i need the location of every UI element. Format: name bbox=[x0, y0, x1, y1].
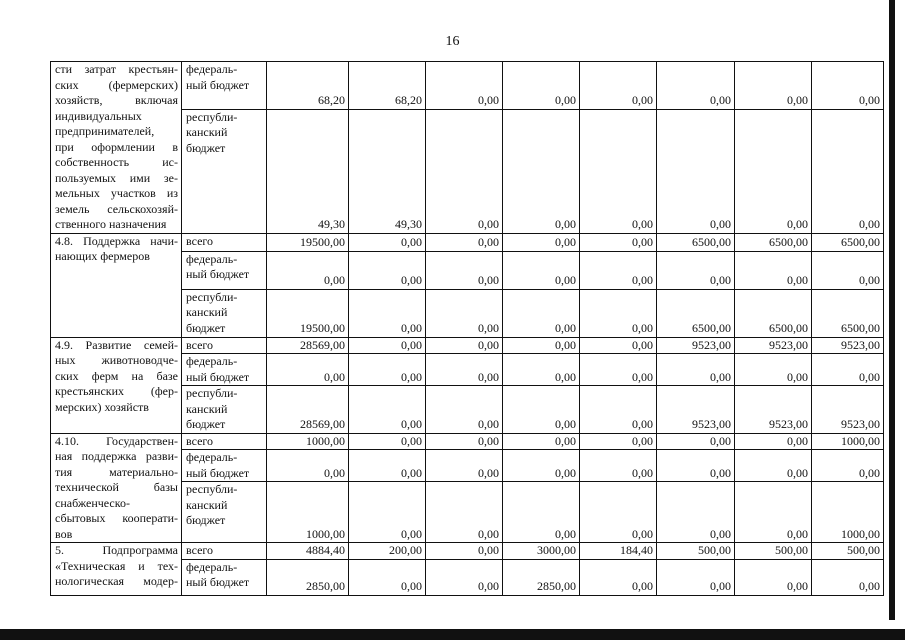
amount-cell: 0,00 bbox=[426, 386, 503, 434]
amount-cell: 28569,00 bbox=[267, 386, 349, 434]
amount-cell: 0,00 bbox=[812, 559, 884, 595]
amount-cell: 1000,00 bbox=[812, 433, 884, 450]
amount-cell: 6500,00 bbox=[657, 289, 735, 337]
amount-cell: 6500,00 bbox=[657, 233, 735, 251]
program-name-line: при оформлении в bbox=[55, 139, 178, 154]
amount-cell: 0,00 bbox=[503, 482, 580, 543]
funding-source-line: канский bbox=[186, 401, 228, 416]
amount-cell: 0,00 bbox=[580, 337, 657, 354]
program-name-line: сти затрат крестьян- bbox=[55, 62, 178, 76]
funding-source-cell bbox=[182, 559, 267, 595]
amount-cell: 184,40 bbox=[580, 543, 657, 560]
amount-cell: 0,00 bbox=[735, 62, 812, 110]
funding-source-cell bbox=[182, 62, 267, 110]
program-name-line: мерских) хозяйств bbox=[55, 399, 149, 414]
amount-cell: 0,00 bbox=[580, 109, 657, 233]
funding-source-cell bbox=[182, 289, 267, 337]
amount-cell: 0,00 bbox=[580, 62, 657, 110]
amount-cell: 0,00 bbox=[580, 386, 657, 434]
table-row bbox=[51, 337, 884, 354]
amount-cell: 0,00 bbox=[735, 450, 812, 482]
amount-cell: 500,00 bbox=[812, 543, 884, 560]
amount-cell: 0,00 bbox=[657, 559, 735, 595]
amount-cell: 1000,00 bbox=[267, 433, 349, 450]
program-name-line: крестьянских (фер- bbox=[55, 384, 178, 398]
amount-cell: 68,20 bbox=[349, 62, 426, 110]
funding-source-line: федераль- bbox=[186, 251, 238, 266]
budget-table bbox=[50, 61, 884, 596]
amount-cell: 0,00 bbox=[426, 433, 503, 450]
amount-cell: 0,00 bbox=[426, 251, 503, 289]
program-name-line: технической базы bbox=[55, 480, 178, 494]
amount-cell: 1000,00 bbox=[812, 482, 884, 543]
amount-cell: 0,00 bbox=[735, 109, 812, 233]
amount-cell: 0,00 bbox=[812, 450, 884, 482]
program-name-line: предпринимателей, bbox=[55, 124, 155, 138]
funding-source-line: ный бюджет bbox=[186, 267, 250, 281]
amount-cell: 0,00 bbox=[580, 354, 657, 386]
funding-source-line: ный бюджет bbox=[186, 369, 250, 384]
funding-source-line: федераль- bbox=[186, 354, 238, 368]
table-row bbox=[51, 543, 884, 560]
amount-cell: 2850,00 bbox=[503, 559, 580, 595]
amount-cell: 4884,40 bbox=[267, 543, 349, 560]
amount-cell: 0,00 bbox=[812, 109, 884, 233]
amount-cell: 3000,00 bbox=[503, 543, 580, 560]
scan-edge-right bbox=[889, 0, 895, 620]
funding-source-line: бюджет bbox=[186, 513, 226, 528]
amount-cell: 6500,00 bbox=[735, 233, 812, 251]
amount-cell: 0,00 bbox=[267, 354, 349, 386]
page-number: 16 bbox=[445, 34, 460, 49]
amount-cell: 0,00 bbox=[349, 289, 426, 337]
amount-cell: 0,00 bbox=[580, 233, 657, 251]
amount-cell: 0,00 bbox=[657, 354, 735, 386]
amount-cell: 0,00 bbox=[426, 482, 503, 543]
program-name-line: мельных участков из bbox=[55, 186, 178, 200]
amount-cell: 0,00 bbox=[657, 62, 735, 110]
amount-cell: 0,00 bbox=[735, 482, 812, 543]
amount-cell: 0,00 bbox=[349, 559, 426, 595]
scan-edge-bottom bbox=[0, 629, 905, 640]
amount-cell: 9523,00 bbox=[812, 337, 884, 354]
funding-source-line: бюджет bbox=[186, 140, 226, 155]
amount-cell: 1000,00 bbox=[267, 482, 349, 543]
amount-cell: 49,30 bbox=[349, 109, 426, 233]
amount-cell: 0,00 bbox=[349, 482, 426, 543]
funding-source-line: федераль- bbox=[186, 450, 238, 465]
amount-cell: 0,00 bbox=[735, 354, 812, 386]
amount-cell: 28569,00 bbox=[267, 337, 349, 354]
program-name-cell bbox=[51, 543, 182, 596]
funding-source-line: всего bbox=[186, 543, 214, 557]
program-name-line: «Техническая и тех- bbox=[55, 558, 178, 573]
amount-cell: 0,00 bbox=[812, 251, 884, 289]
amount-cell: 0,00 bbox=[426, 62, 503, 110]
amount-cell: 0,00 bbox=[503, 337, 580, 354]
amount-cell: 0,00 bbox=[349, 233, 426, 251]
program-name-line: индивидуальных bbox=[55, 108, 142, 123]
amount-cell: 0,00 bbox=[503, 251, 580, 289]
program-name-line: ских ферм на базе bbox=[55, 368, 178, 383]
funding-source-line: бюджет bbox=[186, 320, 226, 335]
funding-source-cell bbox=[182, 233, 267, 251]
program-name-line: снабженческо- bbox=[55, 495, 130, 510]
amount-cell: 6500,00 bbox=[812, 289, 884, 337]
funding-source-line: канский bbox=[186, 125, 228, 140]
amount-cell: 0,00 bbox=[426, 337, 503, 354]
funding-source-line: всего bbox=[186, 337, 214, 352]
amount-cell: 0,00 bbox=[426, 109, 503, 233]
program-name-line: 4.8. Поддержка начи- bbox=[55, 233, 178, 248]
amount-cell: 19500,00 bbox=[267, 233, 349, 251]
table-row bbox=[51, 433, 884, 450]
program-name-line: ная поддержка разви- bbox=[55, 449, 178, 463]
amount-cell: 0,00 bbox=[426, 559, 503, 595]
program-name-cell bbox=[51, 433, 182, 543]
amount-cell: 0,00 bbox=[503, 62, 580, 110]
amount-cell: 0,00 bbox=[580, 251, 657, 289]
amount-cell: 0,00 bbox=[426, 450, 503, 482]
amount-cell: 2850,00 bbox=[267, 559, 349, 595]
amount-cell: 200,00 bbox=[349, 543, 426, 560]
funding-source-cell bbox=[182, 109, 267, 233]
program-name-line: хозяйств, включая bbox=[55, 93, 178, 107]
program-name-line: ственного назначения bbox=[55, 217, 167, 231]
program-name-line: земель сельскохозяй- bbox=[55, 201, 178, 216]
amount-cell: 0,00 bbox=[657, 433, 735, 450]
program-name-line: нающих фермеров bbox=[55, 249, 150, 263]
funding-source-cell bbox=[182, 450, 267, 482]
amount-cell: 0,00 bbox=[349, 386, 426, 434]
amount-cell: 0,00 bbox=[426, 289, 503, 337]
amount-cell: 0,00 bbox=[426, 354, 503, 386]
amount-cell: 0,00 bbox=[503, 433, 580, 450]
funding-source-line: всего bbox=[186, 433, 214, 448]
amount-cell: 0,00 bbox=[503, 289, 580, 337]
amount-cell: 9523,00 bbox=[657, 337, 735, 354]
amount-cell: 0,00 bbox=[503, 354, 580, 386]
amount-cell: 9523,00 bbox=[812, 386, 884, 434]
funding-source-cell bbox=[182, 482, 267, 543]
amount-cell: 9523,00 bbox=[657, 386, 735, 434]
funding-source-cell bbox=[182, 251, 267, 289]
amount-cell: 0,00 bbox=[580, 450, 657, 482]
program-name-line: ных животноводче- bbox=[55, 353, 178, 367]
amount-cell: 0,00 bbox=[812, 62, 884, 110]
amount-cell: 0,00 bbox=[580, 559, 657, 595]
funding-source-line: ный бюджет bbox=[186, 465, 250, 480]
funding-source-line: федераль- bbox=[186, 62, 238, 76]
amount-cell: 6500,00 bbox=[812, 233, 884, 251]
amount-cell: 0,00 bbox=[657, 109, 735, 233]
amount-cell: 0,00 bbox=[426, 233, 503, 251]
amount-cell: 0,00 bbox=[580, 289, 657, 337]
program-name-line: 4.9. Развитие семей- bbox=[55, 337, 178, 352]
amount-cell: 0,00 bbox=[503, 386, 580, 434]
funding-source-cell bbox=[182, 433, 267, 450]
amount-cell: 0,00 bbox=[349, 433, 426, 450]
amount-cell: 0,00 bbox=[503, 109, 580, 233]
program-name-line: тия материально- bbox=[55, 464, 178, 479]
amount-cell: 500,00 bbox=[657, 543, 735, 560]
program-name-cell bbox=[51, 337, 182, 433]
amount-cell: 0,00 bbox=[349, 251, 426, 289]
program-name-line: нологическая модер- bbox=[55, 574, 178, 588]
amount-cell: 0,00 bbox=[349, 354, 426, 386]
amount-cell: 0,00 bbox=[426, 543, 503, 560]
funding-source-line: всего bbox=[186, 233, 214, 248]
amount-cell: 0,00 bbox=[812, 354, 884, 386]
program-name-line: 4.10. Государствен- bbox=[55, 433, 178, 448]
amount-cell: 0,00 bbox=[657, 482, 735, 543]
program-name-line: вов bbox=[55, 526, 73, 541]
program-name-line: сбытовых кооперати- bbox=[55, 511, 178, 525]
amount-cell: 0,00 bbox=[735, 559, 812, 595]
amount-cell: 6500,00 bbox=[735, 289, 812, 337]
funding-source-line: республи- bbox=[186, 109, 238, 124]
program-name-line: ских (фермерских) bbox=[55, 77, 178, 92]
amount-cell: 0,00 bbox=[503, 450, 580, 482]
funding-source-line: республи- bbox=[186, 386, 238, 400]
table-row bbox=[51, 62, 884, 110]
table-row bbox=[51, 233, 884, 251]
funding-source-cell bbox=[182, 543, 267, 560]
amount-cell: 0,00 bbox=[735, 251, 812, 289]
amount-cell: 0,00 bbox=[735, 433, 812, 450]
program-name-cell bbox=[51, 233, 182, 337]
funding-source-line: ный бюджет bbox=[186, 77, 250, 92]
program-name-line: пользуемых ими зе- bbox=[55, 170, 178, 185]
amount-cell: 500,00 bbox=[735, 543, 812, 560]
funding-source-cell bbox=[182, 354, 267, 386]
amount-cell: 49,30 bbox=[267, 109, 349, 233]
amount-cell: 0,00 bbox=[580, 482, 657, 543]
amount-cell: 19500,00 bbox=[267, 289, 349, 337]
program-name-cell bbox=[51, 62, 182, 234]
amount-cell: 0,00 bbox=[267, 450, 349, 482]
funding-source-cell bbox=[182, 337, 267, 354]
amount-cell: 0,00 bbox=[580, 433, 657, 450]
funding-source-line: республи- bbox=[186, 482, 238, 497]
amount-cell: 9523,00 bbox=[735, 337, 812, 354]
funding-source-line: республи- bbox=[186, 289, 238, 304]
funding-source-cell bbox=[182, 386, 267, 434]
amount-cell: 0,00 bbox=[267, 251, 349, 289]
amount-cell: 0,00 bbox=[349, 337, 426, 354]
funding-source-line: ный бюджет bbox=[186, 575, 250, 589]
amount-cell: 0,00 bbox=[657, 450, 735, 482]
amount-cell: 9523,00 bbox=[735, 386, 812, 434]
amount-cell: 0,00 bbox=[503, 233, 580, 251]
funding-source-line: канский bbox=[186, 497, 228, 512]
program-name-line: собственность ис- bbox=[55, 155, 178, 169]
amount-cell: 0,00 bbox=[349, 450, 426, 482]
amount-cell: 68,20 bbox=[267, 62, 349, 110]
program-name-line: 5. Подпрограмма bbox=[55, 543, 178, 557]
amount-cell: 0,00 bbox=[657, 251, 735, 289]
funding-source-line: бюджет bbox=[186, 417, 226, 431]
funding-source-line: канский bbox=[186, 305, 228, 319]
funding-source-line: федераль- bbox=[186, 559, 238, 574]
